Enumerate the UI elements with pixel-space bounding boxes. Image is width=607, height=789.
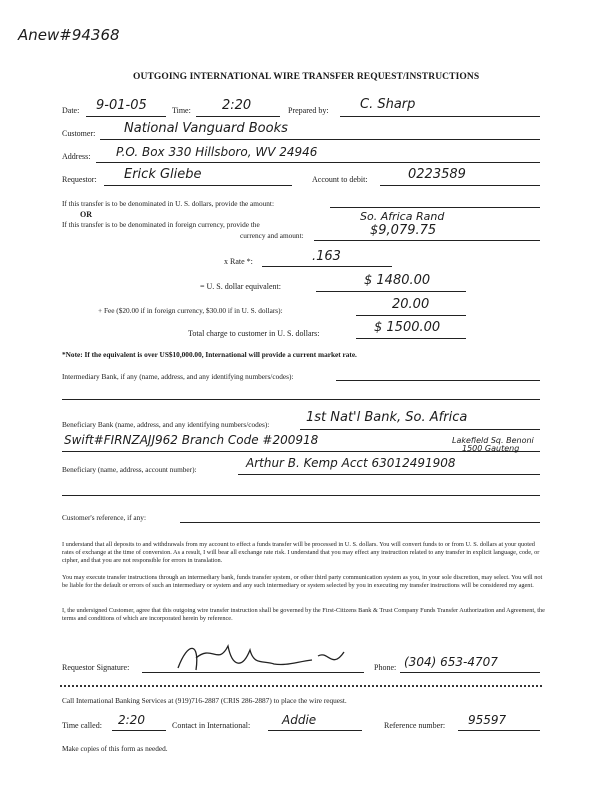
beneficiary-value: Arthur B. Kemp Acct 63012491908 bbox=[246, 456, 456, 470]
market-rate-note: *Note: If the equivalent is over US$10,000.00, International will provide a current market rate. bbox=[62, 350, 357, 359]
prepared-by-label: Prepared by: bbox=[288, 106, 329, 115]
fee-value: 20.00 bbox=[392, 297, 430, 312]
branch-note-2: 1500 Gauteng bbox=[462, 444, 520, 453]
contact-label: Contact in International: bbox=[172, 721, 251, 730]
total-value: $ 1500.00 bbox=[374, 320, 441, 335]
time-label: Time: bbox=[172, 106, 191, 115]
reference-label: Reference number: bbox=[384, 721, 446, 730]
account-label: Account to debit: bbox=[312, 175, 368, 184]
requestor-signature bbox=[168, 636, 358, 678]
customer-value: National Vanguard Books bbox=[124, 121, 288, 136]
requestor-value: Erick Gliebe bbox=[124, 167, 202, 182]
prepared-by-value: C. Sharp bbox=[360, 97, 416, 112]
date-label: Date: bbox=[62, 106, 80, 115]
phone-value: (304) 653-4707 bbox=[404, 655, 498, 669]
terms-paragraph-2: You may execute transfer instructions through an intermediary bank, funds transfer system, or other third party communication system as you, in your sole discretion, may select. You will not be liable for the default or errors of such an intermediary or system and any such intermediary or system selected by you in executing my transfer instructions will be considered my agent. bbox=[62, 574, 543, 589]
usd-equiv-label: = U. S. dollar equivalent: bbox=[200, 282, 281, 291]
terms-paragraph-1: I understand that all deposits to and withdrawals from my account to effect a funds transfer will be processed in U. S. dollars. You will convert funds to or from U. S. dollars at your quoted rates of exchange at the time of conversion. As a result, I will bear all exchange rate risk. I understand that you may effect any instruction related to any transfer in explicit language, code, or cipher, and that you are not responsible for errors in translation. bbox=[62, 541, 540, 564]
requestor-label: Requestor: bbox=[62, 175, 97, 184]
date-value: 9-01-05 bbox=[96, 98, 147, 113]
fee-label: + Fee ($20.00 if in foreign currency, $30.00 if in U. S. dollars): bbox=[98, 306, 283, 315]
dotted-separator bbox=[60, 685, 542, 687]
customer-reference-label: Customer's reference, if any: bbox=[62, 513, 146, 522]
foreign-label-2: currency and amount: bbox=[240, 231, 304, 240]
account-value: 0223589 bbox=[408, 167, 466, 182]
customer-label: Customer: bbox=[62, 129, 96, 138]
foreign-amount: $9,079.75 bbox=[370, 223, 437, 238]
beneficiary-bank-label: Beneficiary Bank (name, address, and any identifying numbers/codes): bbox=[62, 420, 270, 429]
rate-value: .163 bbox=[312, 249, 341, 264]
call-instructions: Call International Banking Services at (919)716-2887 (CRIS 286-2887) to place the wire request. bbox=[62, 696, 347, 705]
contact-value: Addie bbox=[282, 713, 317, 727]
usd-amount-label: If this transfer is to be denominated in U. S. dollars, provide the amount: bbox=[62, 199, 274, 208]
address-label: Address: bbox=[62, 152, 91, 161]
terms-paragraph-3: I, the undersigned Customer, agree that this outgoing wire transfer instruction shall be governed by the First-Citizens Bank & Trust Company Funds Transfer Authorization and Agreement, the terms and conditions of which are incorporated herein by reference. bbox=[62, 607, 545, 622]
beneficiary-label: Beneficiary (name, address, account number): bbox=[62, 465, 197, 474]
beneficiary-bank-value: 1st Nat'l Bank, So. Africa bbox=[306, 410, 468, 425]
time-called-label: Time called: bbox=[62, 721, 102, 730]
phone-label: Phone: bbox=[374, 663, 397, 672]
branch-note-1: Lakefield Sq. Benoni bbox=[452, 436, 534, 445]
foreign-currency: So. Africa Rand bbox=[360, 210, 445, 223]
foreign-label-1: If this transfer is to be denominated in foreign currency, provide the bbox=[62, 220, 260, 229]
address-value: P.O. Box 330 Hillsboro, WV 24946 bbox=[116, 145, 318, 159]
form-title: OUTGOING INTERNATIONAL WIRE TRANSFER REQUEST/INSTRUCTIONS bbox=[133, 72, 480, 82]
time-called-value: 2:20 bbox=[118, 713, 145, 727]
swift-code-line: Swift#FIRNZAJJ962 Branch Code #200918 bbox=[64, 433, 319, 447]
copies-note: Make copies of this form as needed. bbox=[62, 744, 168, 753]
reference-value: 95597 bbox=[468, 713, 507, 727]
time-value: 2:20 bbox=[222, 98, 252, 113]
usd-equiv-value: $ 1480.00 bbox=[364, 273, 431, 288]
corner-note: Anew#94368 bbox=[18, 26, 120, 44]
intermediary-label: Intermediary Bank, if any (name, address, and any identifying numbers/codes): bbox=[62, 372, 294, 381]
total-label: Total charge to customer in U. S. dollars: bbox=[188, 329, 320, 338]
signature-label: Requestor Signature: bbox=[62, 663, 130, 672]
rate-label: x Rate *: bbox=[224, 257, 253, 266]
or-label: OR bbox=[80, 210, 92, 219]
